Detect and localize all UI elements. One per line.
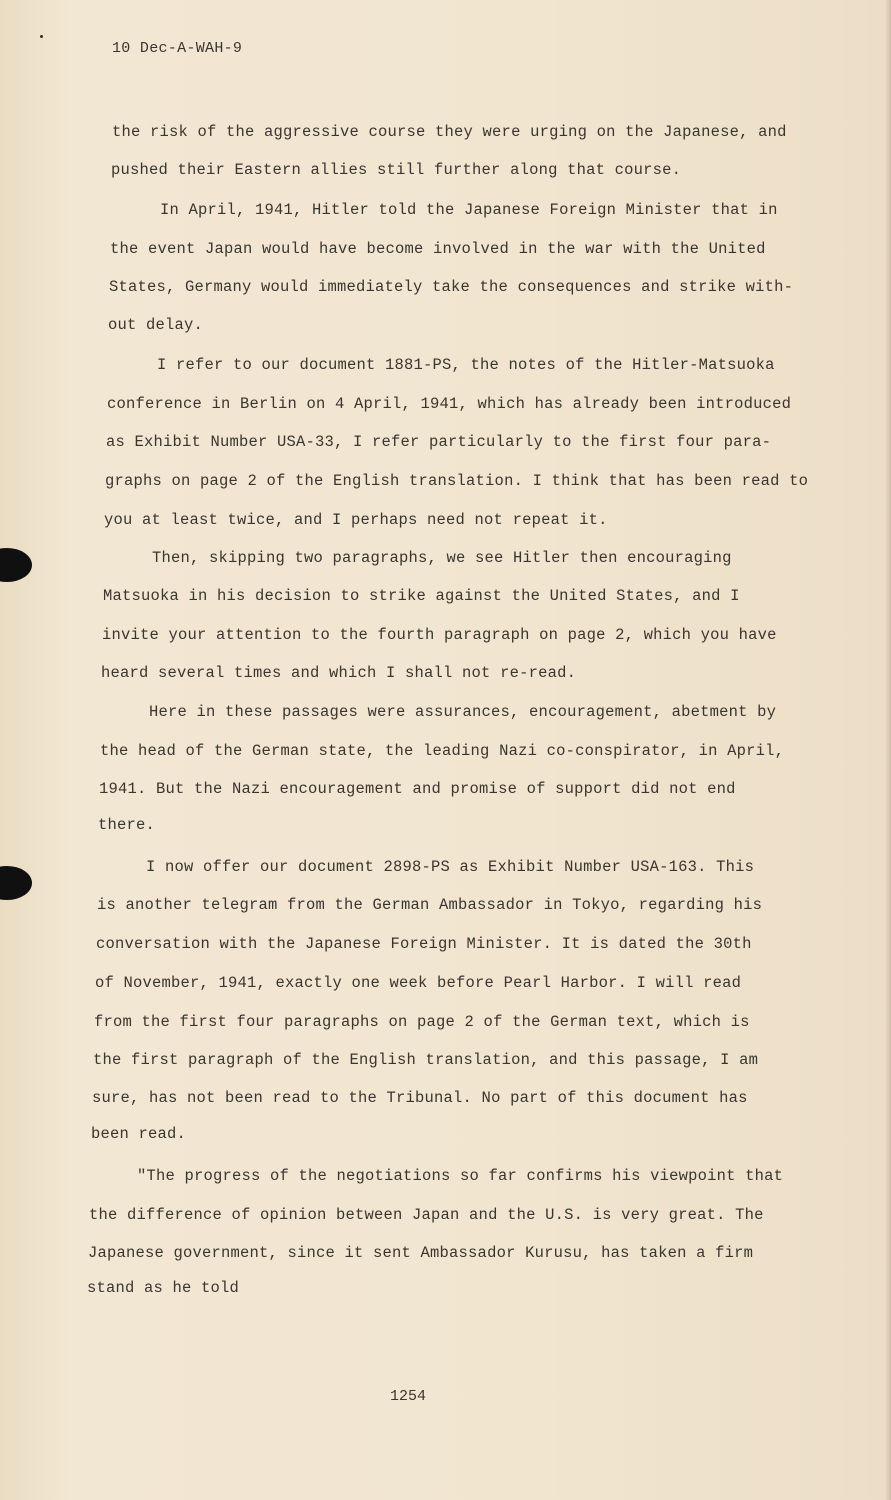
text-line: out delay. <box>108 316 204 334</box>
text-line: I now offer our document 2898-PS as Exhibit Number USA-163. This <box>146 858 755 876</box>
quote-line: "The progress of the negotiations so far confirms his viewpoint that <box>137 1167 784 1185</box>
text-line: In April, 1941, Hitler told the Japanese Foreign Minister that in <box>160 201 778 219</box>
quote-line: the difference of opinion between Japan and the U.S. is very great. The <box>89 1206 764 1224</box>
text-line: States, Germany would immediately take the consequences and strike with- <box>109 278 794 296</box>
page-number: 1254 <box>390 1388 427 1405</box>
ink-speck <box>40 35 43 38</box>
text-line: Then, skipping two paragraphs, we see Hitler then encouraging <box>152 549 732 567</box>
text-line: I refer to our document 1881-PS, the notes of the Hitler-Matsuoka <box>157 356 775 374</box>
quote-line: stand as he told <box>87 1279 240 1297</box>
text-line: you at least twice, and I perhaps need not repeat it. <box>104 511 608 529</box>
text-line: the head of the German state, the leading Nazi co-conspirator, in April, <box>100 742 785 760</box>
text-line: Here in these passages were assurances, encouragement, abetment by <box>149 703 777 721</box>
text-line: invite your attention to the fourth paragraph on page 2, which you have <box>102 626 777 644</box>
text-line: from the first four paragraphs on page 2 of the German text, which is <box>94 1013 750 1031</box>
text-line: pushed their Eastern allies still further along that course. <box>111 161 682 179</box>
text-line: is another telegram from the German Ambassador in Tokyo, regarding his <box>97 896 763 914</box>
text-line: conversation with the Japanese Foreign Minister. It is dated the 30th <box>96 935 752 953</box>
text-line: heard several times and which I shall not re-read. <box>101 664 577 682</box>
text-line: conference in Berlin on 4 April, 1941, which has already been introduced <box>107 395 792 413</box>
text-line: of November, 1941, exactly one week before Pearl Harbor. I will read <box>95 974 742 992</box>
text-line: there. <box>98 816 156 834</box>
page-edge-shadow <box>885 0 891 1500</box>
text-line: the first paragraph of the English translation, and this passage, I am <box>93 1051 759 1069</box>
text-line: the risk of the aggressive course they were urging on the Japanese, and <box>112 123 787 141</box>
text-line: graphs on page 2 of the English translation. I think that has been read to <box>105 472 809 490</box>
text-line: Matsuoka in his decision to strike against the United States, and I <box>103 587 740 605</box>
quote-line: Japanese government, since it sent Ambassador Kurusu, has taken a firm <box>88 1244 754 1262</box>
text-line: as Exhibit Number USA-33, I refer particularly to the first four para- <box>106 433 772 451</box>
text-line: sure, has not been read to the Tribunal. No part of this document has <box>92 1089 748 1107</box>
punch-hole-top <box>0 548 32 582</box>
document-header: 10 Dec-A-WAH-9 <box>112 40 243 57</box>
punch-hole-bottom <box>0 866 32 900</box>
text-line: been read. <box>91 1125 187 1143</box>
text-line: the event Japan would have become involved in the war with the United <box>110 240 766 258</box>
text-line: 1941. But the Nazi encouragement and promise of support did not end <box>99 780 736 798</box>
